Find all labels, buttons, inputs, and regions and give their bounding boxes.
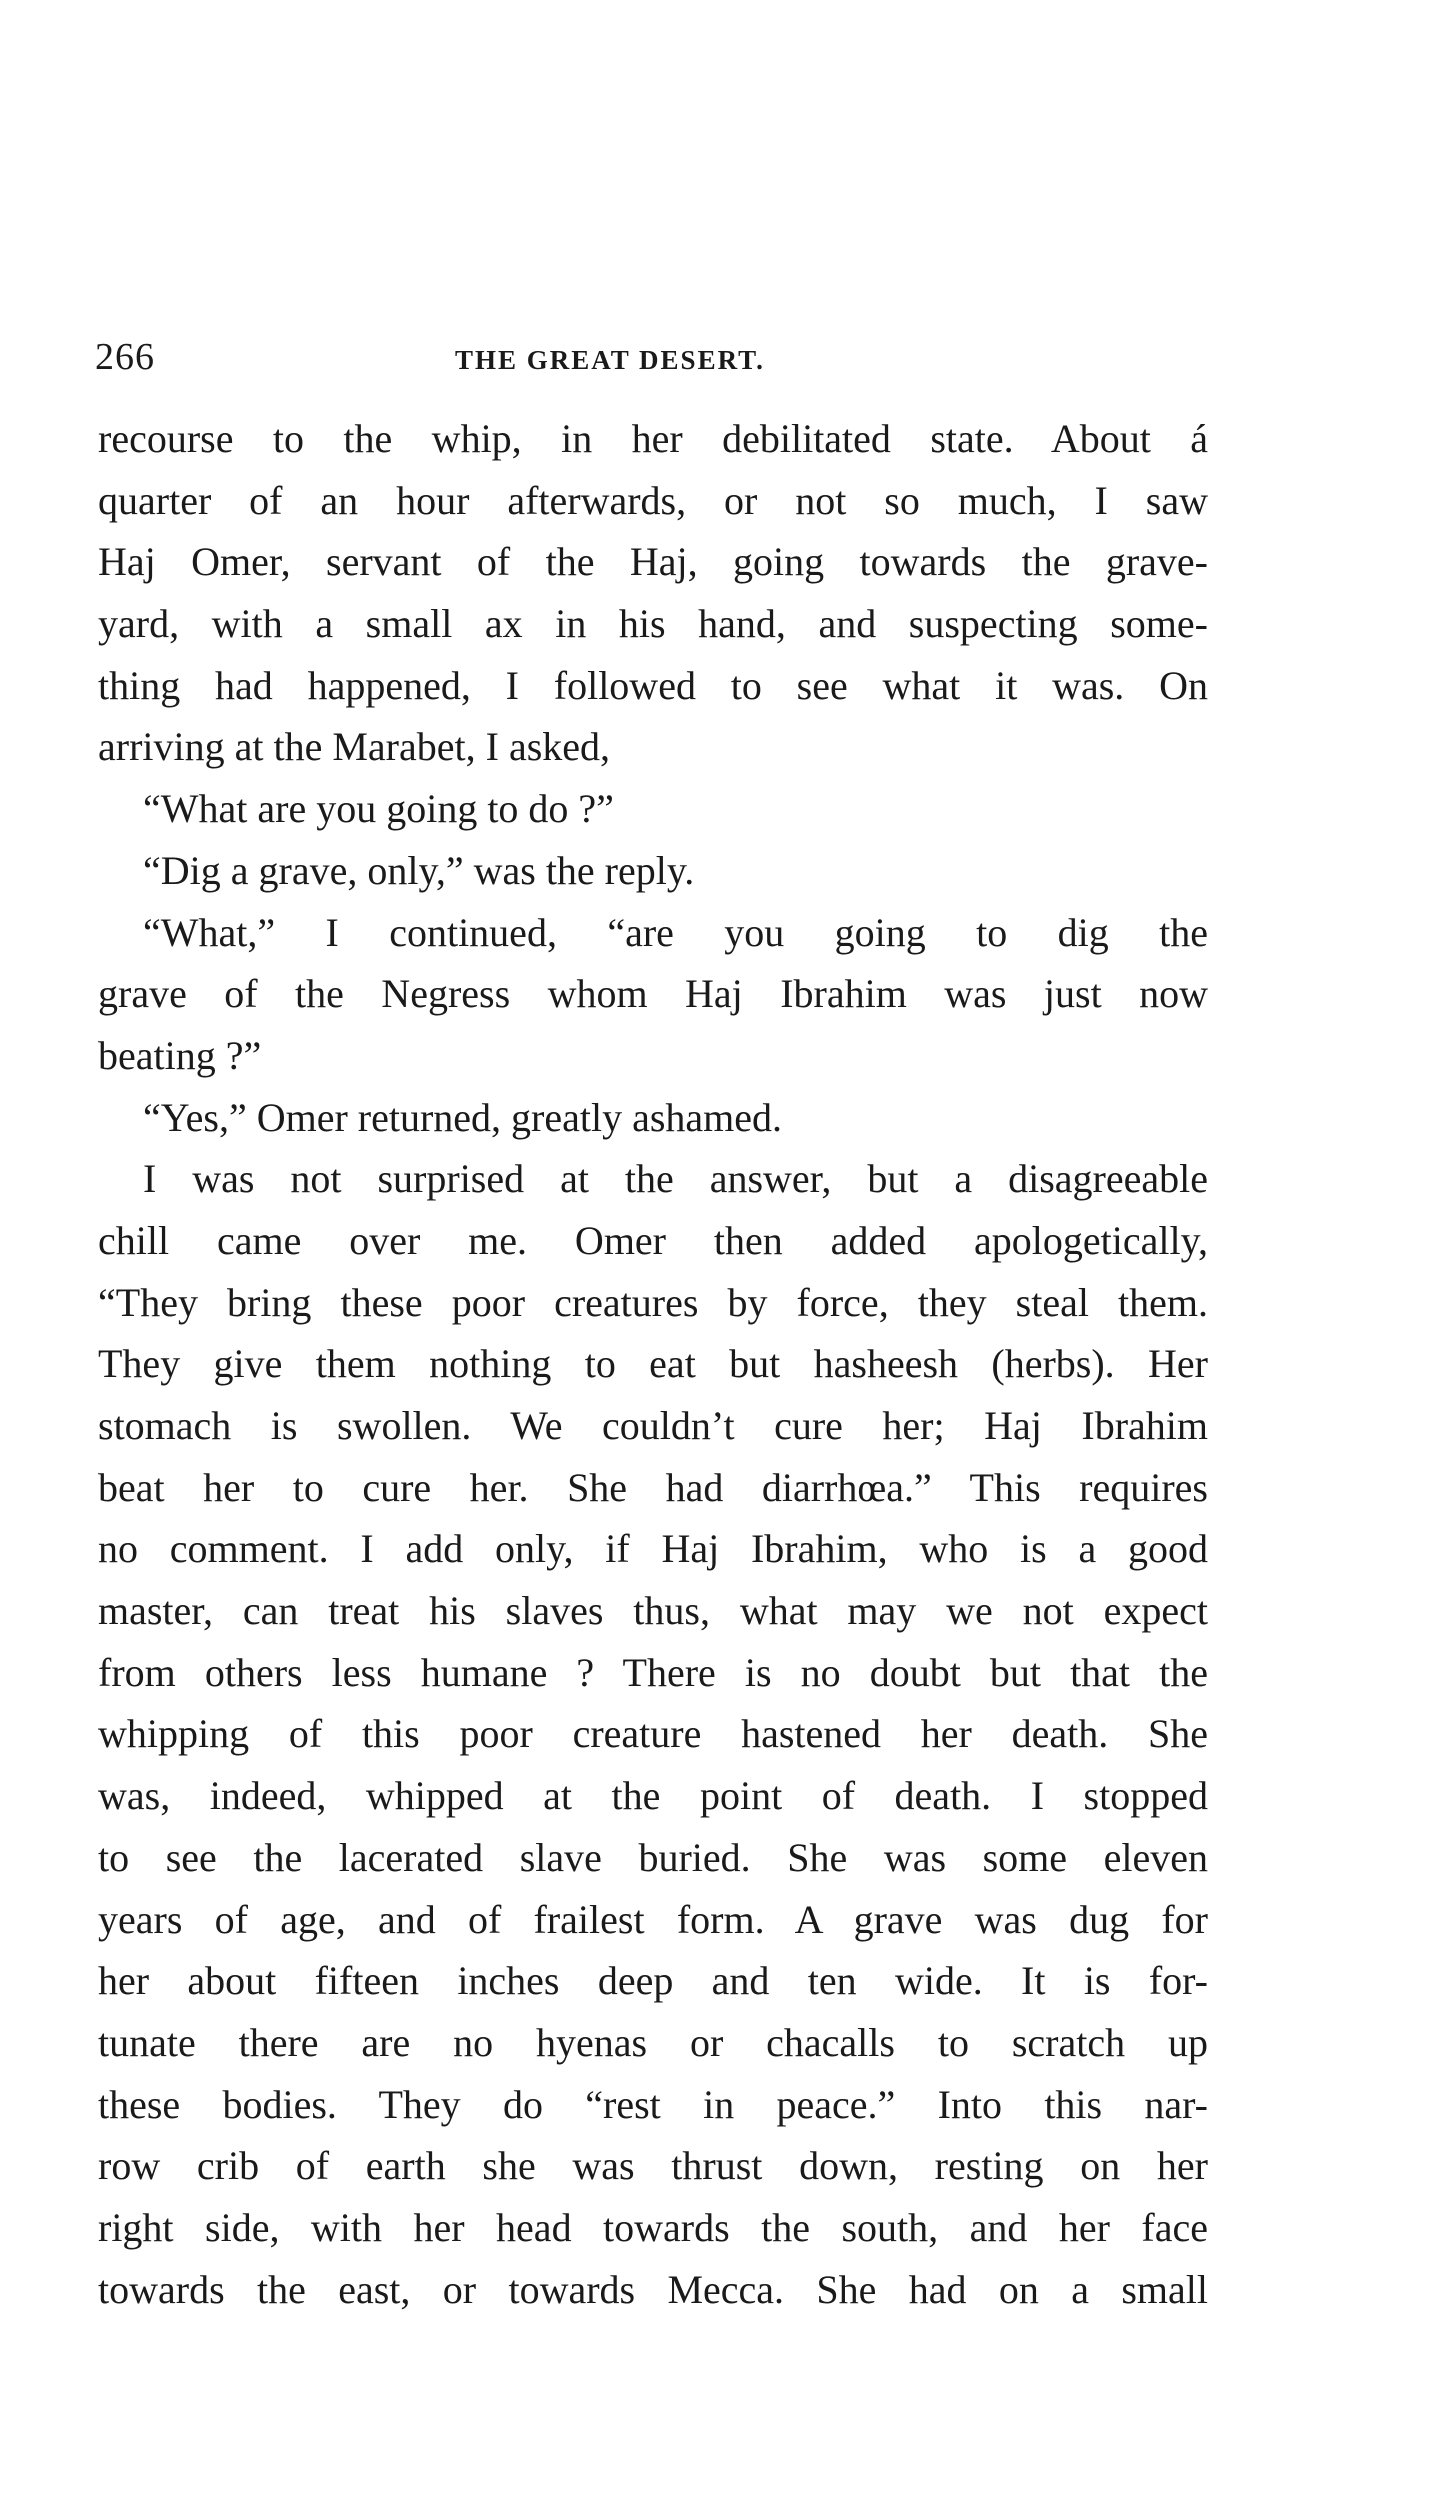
running-head [95, 335, 1215, 385]
text-line: years of age, and of frailest form. A grave was dug for [98, 1896, 1208, 1942]
text-line: thing had happened, I followed to see what it was. On [98, 662, 1208, 708]
page-number: 266 [95, 336, 155, 378]
text-line: arriving at the Marabet, I asked, [98, 724, 611, 770]
text-line: They give them nothing to eat but hasheesh (herbs). Her [98, 1341, 1208, 1387]
text-line: row crib of earth she was thrust down, resting on her [98, 2143, 1208, 2189]
text-line: “Dig a grave, only,” was the reply. [143, 847, 695, 893]
text-line: master, can treat his slaves thus, what may we not expect [98, 1588, 1208, 1634]
text-line: “Yes,” Omer returned, greatly ashamed. [143, 1094, 783, 1140]
text-line: beat her to cure her. She had diarrhœa.” This requires [98, 1464, 1208, 1510]
text-line: from others less humane ? There is no doubt but that the [98, 1649, 1208, 1695]
text-line: Haj Omer, servant of the Haj, going towards the grave- [98, 539, 1208, 585]
text-line: quarter of an hour afterwards, or not so much, I saw [98, 477, 1208, 523]
text-line: “They bring these poor creatures by force, they steal them. [98, 1279, 1208, 1325]
text-line: tunate there are no hyenas or chacalls to scratch up [98, 2019, 1208, 2065]
text-line: chill came over me. Omer then added apologetically, [98, 1217, 1208, 1263]
text-line: I was not surprised at the answer, but a disagreeable [143, 1156, 1208, 1202]
text-line: beating ?” [98, 1032, 262, 1078]
text-line: whipping of this poor creature hastened her death. She [98, 1711, 1208, 1757]
text-line: stomach is swollen. We couldn’t cure her; Haj Ibrahim [98, 1403, 1208, 1448]
text-line: to see the lacerated slave buried. She was some eleven [98, 1834, 1208, 1880]
text-line: “What,” I continued, “are you going to dig the [143, 909, 1208, 955]
body-text [98, 408, 1208, 2320]
text-line: her about fifteen inches deep and ten wide. It is for- [98, 1958, 1208, 2004]
text-line: no comment. I add only, if Haj Ibrahim, who is a good [98, 1526, 1208, 1572]
text-line: yard, with a small ax in his hand, and suspecting some- [98, 601, 1208, 647]
text-line: grave of the Negress whom Haj Ibrahim was just now [98, 971, 1208, 1017]
text-line: towards the east, or towards Mecca. She had on a small [98, 2266, 1208, 2312]
text-line: was, indeed, whipped at the point of death. I stopped [98, 1773, 1208, 1819]
text-line: “What are you going to do ?” [143, 786, 614, 832]
page-header-title: THE GREAT DESERT. [455, 345, 765, 375]
text-line: these bodies. They do “rest in peace.” Into this nar- [98, 2081, 1208, 2127]
text-line: recourse to the whip, in her debilitated state. About á [98, 416, 1208, 461]
text-line: right side, with her head towards the south, and her face [98, 2204, 1208, 2250]
